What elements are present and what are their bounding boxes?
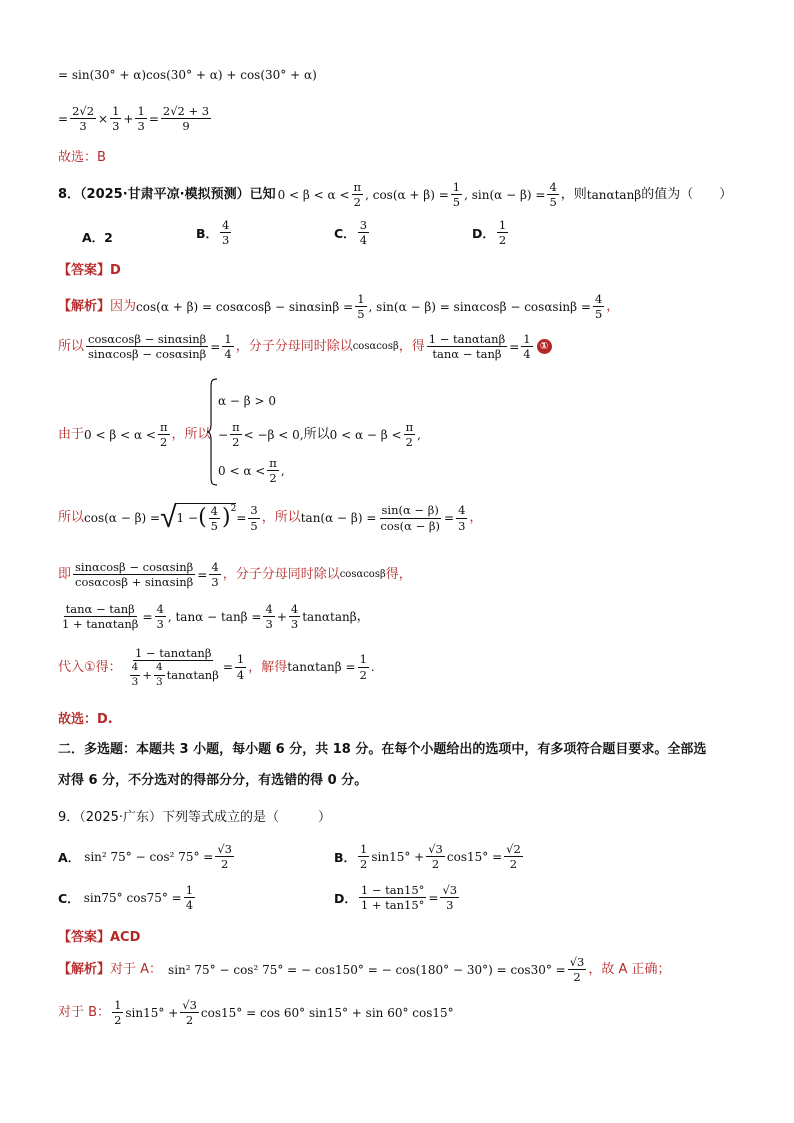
math-text: 2	[160, 435, 168, 450]
math-text: cosαcosβ	[339, 568, 386, 580]
math-text: =	[222, 660, 233, 675]
math-text: π	[232, 420, 240, 434]
fraction	[593, 292, 604, 322]
q9-option-c	[58, 883, 197, 913]
math-text: sin(α − β)	[381, 503, 439, 518]
math-text: 4	[224, 347, 232, 362]
q9-analysis-b	[58, 998, 454, 1028]
math-text: A．	[58, 849, 81, 865]
math-text: 所以	[58, 339, 85, 355]
math-text: 5	[250, 518, 258, 533]
math-text: √3	[182, 998, 197, 1012]
math-text: √3	[428, 842, 443, 856]
fraction	[404, 420, 416, 450]
math-text: 4	[185, 898, 194, 913]
fraction	[110, 104, 121, 134]
math-text: sin75° cos75° =	[83, 890, 182, 905]
fraction	[547, 180, 558, 210]
math-text: D．	[334, 890, 357, 906]
math-text: 3	[458, 518, 466, 533]
math-text: 2	[573, 970, 581, 985]
fraction	[426, 842, 445, 872]
math-text: +	[123, 111, 134, 126]
fraction	[112, 998, 123, 1028]
math-text: 3	[137, 119, 145, 134]
math-text: 2	[360, 857, 368, 872]
math-text: sin15° +	[371, 849, 425, 864]
math-text: α − β > 0	[218, 394, 277, 408]
math-text: π	[353, 180, 362, 194]
math-text: , cos(α + β) =	[365, 187, 449, 202]
fraction	[263, 602, 274, 632]
fraction	[352, 180, 364, 210]
math-text: 2	[221, 857, 229, 872]
math-text: .	[370, 660, 375, 675]
math-text: 2	[232, 435, 240, 450]
fraction	[126, 646, 221, 689]
fraction	[161, 104, 211, 134]
math-text: cos15° =	[446, 849, 503, 864]
math-text: D．	[472, 225, 495, 241]
q8-step-1	[58, 292, 619, 322]
math-text: ,	[280, 463, 285, 478]
math-text: 1	[185, 883, 194, 897]
math-text: 2	[114, 1013, 122, 1028]
fraction	[220, 218, 231, 248]
fraction	[209, 560, 220, 590]
math-text: =	[444, 510, 455, 525]
math-text: C．	[58, 890, 80, 906]
math-text: 4	[156, 602, 164, 616]
math-text: 3	[211, 575, 219, 590]
math-text: 4	[236, 667, 245, 682]
math-text: 8．（2025·甘肃平凉·模拟预测）已知	[58, 187, 276, 203]
math-text: A．2	[82, 230, 113, 245]
math-text: cosαcosβ − sinαsinβ	[88, 332, 207, 346]
math-text: +	[276, 609, 287, 624]
math-text: tanαtanβ	[586, 187, 642, 202]
math-text: 1	[224, 332, 232, 346]
fraction	[440, 883, 459, 913]
math-text: sin² 75° − cos² 75° = − cos150° = − cos(180° − 30°) = cos30° =	[168, 962, 566, 977]
math-text: 1	[236, 652, 245, 667]
math-text: tanα − tanβ	[65, 602, 135, 616]
math-text: tan(α − β) =	[300, 510, 377, 525]
math-text: 0 < α − β <	[329, 427, 402, 442]
math-text: 故选：B	[58, 150, 106, 165]
math-text: 即	[58, 567, 72, 583]
math-text: =	[142, 609, 153, 624]
fraction	[230, 420, 242, 450]
math-text: sin15° +	[125, 1005, 179, 1020]
math-text: 代入①得：	[58, 659, 122, 675]
math-text: 4	[549, 180, 557, 194]
fraction	[378, 503, 442, 533]
math-text: 3	[156, 617, 164, 632]
math-text: 的值为（ ）	[641, 187, 733, 203]
q8-step-2	[58, 332, 552, 362]
fraction	[60, 602, 140, 632]
math-text: 故选：D.	[58, 712, 113, 727]
math-text: 5	[452, 195, 461, 210]
q8-option-a	[82, 228, 113, 246]
fraction	[456, 503, 467, 533]
math-text: 3	[155, 675, 163, 688]
math-text: √3	[442, 883, 458, 897]
fraction	[86, 332, 208, 362]
math-text: C．	[334, 225, 356, 241]
math-text: ，故 A 正确；	[588, 962, 671, 978]
fraction	[73, 560, 195, 590]
math-text: 2	[405, 435, 413, 450]
math-text: 0 < α <	[218, 463, 266, 478]
q8-option-d	[472, 218, 510, 248]
fraction	[155, 602, 166, 632]
math-text: 得，	[385, 567, 412, 583]
q8-step-4	[58, 500, 482, 536]
math-text: π	[159, 420, 168, 434]
math-text: 【答案】D	[58, 263, 121, 278]
fraction	[184, 883, 195, 913]
math-text: 2	[185, 1013, 194, 1028]
choose-d	[58, 712, 113, 728]
math-text: 1 + tanαtanβ	[62, 617, 139, 632]
math-text: 1	[360, 842, 368, 856]
fraction	[209, 504, 220, 534]
math-text: π	[405, 420, 414, 434]
math-text: sinαcosβ − cosαsinβ	[88, 347, 207, 362]
math-text: ，得	[398, 339, 425, 355]
math-text: +	[142, 667, 152, 682]
math-text: 9．（2025·广东）下列等式成立的是（ ）	[58, 810, 331, 825]
math-text: ，	[606, 299, 620, 315]
q9-stem	[58, 810, 331, 826]
math-text: 3	[290, 617, 299, 632]
math-text: ，则	[560, 187, 587, 203]
math-text: 1	[114, 998, 122, 1012]
q9-option-a	[58, 842, 236, 872]
math-text: 5	[357, 307, 365, 322]
math-text: 1	[137, 104, 145, 118]
q9-option-b	[334, 842, 525, 872]
sqrt-expression: √ 1 − ( $\frac{4}{5}$ ) $^2$	[160, 500, 237, 535]
math-text: 4	[154, 661, 165, 675]
math-text: sin² 75° − cos² 75° =	[84, 849, 214, 864]
q8-option-c	[334, 218, 371, 248]
math-text: 5	[594, 307, 603, 322]
math-text: 【解析】	[58, 962, 111, 978]
math-text: =	[197, 567, 208, 582]
formula-line-1: = sin(30° + α)cos(30° + α) + cos(30° + α)	[58, 68, 317, 82]
math-text: 1	[112, 104, 120, 118]
math-text: ,	[417, 427, 421, 442]
math-text: cos15° = cos 60° sin15° + sin 60° cos15°	[200, 1005, 454, 1020]
q8-step-5	[58, 560, 412, 590]
q8-step-6	[58, 602, 370, 632]
math-text: 4	[222, 218, 230, 232]
math-text: 1	[452, 180, 461, 194]
math-text: cos(α − β) =	[84, 510, 161, 525]
q8-answer	[58, 263, 121, 279]
math-text: 2	[498, 233, 507, 248]
math-text: =	[148, 111, 159, 126]
math-text: 1	[523, 332, 531, 346]
math-text: 4	[211, 560, 219, 574]
system-row-3	[218, 456, 285, 486]
math-text: 1	[359, 652, 367, 667]
fraction	[521, 332, 532, 362]
math-text: √2	[506, 842, 521, 856]
math-text: 【解析】	[58, 299, 111, 315]
math-text: cos(α + β) = cosαcosβ − sinαsinβ =	[136, 299, 354, 314]
fraction	[358, 652, 369, 682]
system-brace	[206, 378, 218, 486]
math-text: 二．多选题：本题共 3 小题，每小题 6 分，共 18 分。在每个小题给出的选项中，有多项符合题目要求。全部选	[58, 742, 707, 757]
math-text: , sin(α − β) = sinαcosβ − cosαsinβ =	[368, 299, 591, 314]
math-text: 对于 B：	[58, 1005, 111, 1021]
math-text: 1 − tanαtanβ	[428, 332, 506, 346]
q8-stem	[58, 180, 732, 210]
math-text: ，	[469, 510, 483, 526]
math-text: 1 − tan15°	[360, 883, 425, 897]
math-text: √3	[569, 955, 585, 969]
math-text: 2	[359, 667, 367, 682]
math-text: , tanα − tanβ =	[167, 609, 262, 624]
math-text: 9	[182, 119, 190, 134]
math-text: 0 < β < α <	[84, 427, 156, 442]
math-text: 1 −	[176, 511, 199, 526]
math-text: 【答案】ACD	[58, 930, 141, 945]
fraction	[180, 998, 199, 1028]
math-text: 4	[265, 602, 273, 616]
fraction	[267, 456, 279, 486]
fraction	[70, 104, 96, 134]
q8-option-b	[196, 218, 233, 248]
math-text: √3	[217, 842, 233, 856]
math-text: ，分子分母同时除以	[222, 567, 340, 583]
math-text: ，	[356, 609, 370, 625]
fraction	[427, 332, 507, 362]
math-text: B．	[334, 849, 357, 865]
math-text: sinαcosβ − cosαsinβ	[75, 560, 194, 574]
math-text: ，所以	[261, 510, 301, 526]
math-text: 4	[290, 602, 299, 616]
math-text: 3	[250, 503, 258, 518]
fraction	[358, 218, 369, 248]
system-row-2	[218, 420, 421, 450]
math-text: cosαcosβ + sinαsinβ	[75, 575, 194, 590]
math-text: cosαcosβ	[352, 340, 399, 352]
fraction	[158, 420, 170, 450]
math-text: 2	[269, 471, 277, 486]
math-text: 4	[359, 233, 368, 248]
circled-one-marker: ①	[537, 339, 552, 354]
math-text: π	[269, 456, 277, 470]
math-text: 1 + tan15°	[360, 898, 425, 913]
math-text: 由于	[58, 427, 85, 443]
fraction	[248, 503, 259, 533]
fraction	[568, 955, 587, 985]
math-text: =	[58, 111, 69, 126]
math-text: 4	[523, 347, 531, 362]
math-text: B．	[196, 225, 219, 241]
math-text: 4	[130, 661, 141, 675]
math-text: 4	[458, 503, 466, 518]
math-text: 2√2 + 3	[162, 104, 210, 118]
fraction	[355, 292, 366, 322]
choose-b	[58, 150, 106, 166]
math-text: 2	[230, 503, 237, 514]
fraction	[359, 883, 427, 913]
math-text: 对于 A：	[110, 962, 163, 978]
formula-line-2	[58, 104, 213, 134]
math-text: 5	[549, 195, 557, 210]
math-text: 4	[210, 503, 218, 518]
fraction	[235, 652, 246, 682]
fraction	[222, 332, 233, 362]
math-text: =	[428, 890, 439, 905]
fraction	[451, 180, 462, 210]
math-text: −	[218, 427, 229, 442]
fraction	[135, 104, 146, 134]
section-2-heading	[58, 742, 706, 758]
math-text: 2√2	[72, 104, 95, 118]
fraction	[289, 602, 300, 632]
math-text: 1	[357, 292, 365, 306]
math-text: 所以	[58, 510, 85, 526]
math-text: 3	[222, 233, 230, 248]
math-text: 3	[446, 898, 454, 913]
math-text: tanαtanβ =	[287, 660, 356, 675]
math-text: 1	[498, 218, 507, 232]
fraction	[215, 842, 234, 872]
math-text: 因为	[110, 299, 137, 315]
math-text: =	[210, 339, 221, 354]
math-text: ×	[98, 111, 109, 126]
math-text: tanα − tanβ	[432, 347, 502, 362]
fraction	[154, 661, 165, 688]
math-text: 2	[431, 857, 440, 872]
q9-answer	[58, 930, 140, 946]
math-text: , sin(α − β) =	[464, 187, 546, 202]
fraction	[497, 218, 508, 248]
math-text: 所以	[303, 427, 330, 443]
math-text: 对得 6 分，不分选对的得部分分，有选错的得 0 分。	[58, 773, 368, 788]
math-text: =	[236, 510, 247, 525]
math-text: 3	[359, 218, 368, 232]
math-text: tanαtanβ	[166, 667, 219, 682]
math-text: 1 − tanαtanβ	[135, 646, 212, 660]
section-2-heading-cont	[58, 773, 367, 789]
math-text: 2	[509, 857, 518, 872]
fraction	[130, 661, 141, 688]
math-text: 3	[79, 119, 87, 134]
math-text: ，所以	[171, 427, 211, 443]
q8-step-7	[58, 646, 375, 689]
system-row-1	[218, 394, 276, 408]
math-text: 4	[594, 292, 603, 306]
math-text: 3	[112, 119, 120, 134]
math-text: 3	[131, 675, 139, 688]
math-text: ，解得	[248, 659, 288, 675]
q8-step-3	[58, 420, 211, 450]
math-text: 0 < β < α <	[277, 187, 350, 202]
math-text: 5	[210, 519, 218, 533]
math-text: ，分子分母同时除以	[235, 339, 353, 355]
math-text: 3	[265, 617, 273, 632]
fraction	[358, 842, 369, 872]
math-text: 2	[353, 195, 361, 210]
q9-analysis-a	[58, 955, 671, 985]
math-text: tanαtanβ	[302, 609, 357, 624]
q9-option-d	[334, 883, 461, 913]
math-text: =	[509, 339, 520, 354]
math-text: cos(α − β)	[380, 518, 440, 533]
fraction	[504, 842, 523, 872]
math-text: < −β < 0,	[243, 427, 304, 442]
